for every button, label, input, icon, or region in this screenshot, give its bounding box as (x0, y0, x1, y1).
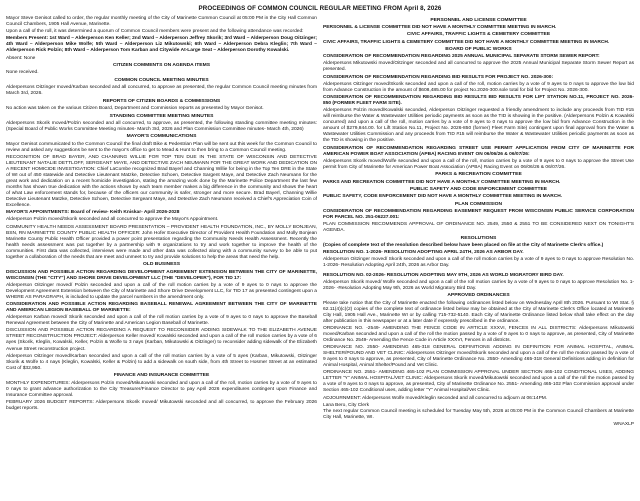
paragraph: COMMUNITY HEALTH NEEDS ASSESSMENT BOARD PRESENTATION – PROVIDENT HEALTH FOUNDATION, INC., BY MOLLY BONJEAN, BSN, RN MARINETTE COUNTY PUBLIC HEALTH OFFICER: John Hofer Executive Director of Provident Health Foundation and Molly Bonjean Marinette County Public Health Officer provided a power point presentation regarding the Community Needs Health Assessment. Recently the health needs assessment was put together by a partnership with 9 organizations to try and work together to improve the health of the communities. First data was collected, interviews were made and other data was collected along with a community survey to be able to put together a collaboration of the needs that are meet and unmeet to try and provide solutions to help the areas that need the help. (6, 224, 317, 260)
paragraph: Alderperson Skorik moved/ Wolfe seconded and upon a call of the roll motion carries by a vote of 9 ayes to 0 nays to approve Resolution No. 1-2026- -Resolution Adopting May 9th, 2026 as World Migratory Bird Day. (323, 279, 634, 291)
paragraph: ORDINANCE NO. 2550- AMENDING 465-318 GENERAL DEFINITIONS ADDING IN DEFINITION FOR ANIMAL HOSPITAL, ANIMAL SHELTER/POUND AND VET CLINIC: Alderpersons Oitzinger moved/Skorik seconded and upon a call of the roll the motion passed by a vote of 9 ayes to 0 nays to approve, as presented, City of Marinette Ordinance No. 2550- Amending 465-318 General Definitions adding in definition for Animal Hospital, Animal Shelter/Pound and Vet Clinic. (323, 345, 634, 369)
section-heading: PUBLIC SAFETY AND CODE ENFORCEMENT COMMITTEE (409, 187, 548, 193)
section-heading: REPORTS OF CITIZEN BOARDS & COMMISSIONS (102, 98, 221, 104)
section-heading: PLAN COMMISSION (454, 201, 503, 207)
section-heading: RESOLUTIONS (460, 235, 497, 241)
paragraph: PUBLIC SAFETY, CODE ENFORCEMENT DID NOT HAVE A MONTHLY COMMITTEE MEETING IN MARCH. (323, 194, 563, 200)
section-heading: CIVIC AFFAIRS, TRAFFIC LIGHTS & CEMETERY COMMITTEE (406, 32, 551, 38)
publication-code: WNAXLP (613, 422, 634, 427)
paragraph: CONSIDERATION OF RECOMMENDATION REGARDING BID RESULTS BID RESULTS FOR LIFT STATION NO.11, PROJECT NO. 2026-850 (FORMER FLEET FARM SITE). (323, 94, 634, 106)
paragraph: MAYOR'S APPOINTMENTS: Board of review- Keith Kniskar- April 2026-2028 (6, 210, 180, 216)
paragraph: Absent: None (6, 55, 36, 61)
paragraph: CONSIDERATION OF RECOMMENDATION REGARDING STREET USE PERMIT APPLICATION FROM CITY OF MARINETTE FOR AMERICAN POWER BOAT ASSOCIATION (APBA) RACING EVENT ON 06/06/26 & 06/07/26: (323, 145, 634, 157)
section-heading: OLD BUSINESS (142, 262, 181, 268)
section-heading: APPROVED ORDINANCES (447, 293, 510, 299)
paragraph: MONTHLY EXPENDITURES: Alderpersons Polzin moved/Mikutowski seconded and upon a call of the roll, motion carries by a vote of 9 ayes to 0 nays to grant advance authorization to the City Treasurer/Finance Director to pay April 2026 expenditures contingent upon Finance and Insurance Committee approval. (6, 380, 317, 398)
paragraph: Mayor Steve Genisot called to order, the regular monthly meeting of the City of Marinette Common Council at 05:00 PM in the City Hall Common Council Chambers, 1905 Hall Avenue, Marinette. (6, 16, 317, 28)
paragraph: Alderperson Polzin moved/Skorik seconded and all concurred to approve the Mayor's Appointment. (6, 217, 219, 223)
paragraph: Alderpersons Mikutowski moved/Oitzinger seconded and all concurred to approve the 2025 Annual Municipal Separate Storm Sewer Report as presented. (323, 61, 634, 73)
document-title: PROCEEDINGS OF COMMON COUNCIL REGULAR MEETING FROM April 8, 2026 (198, 5, 442, 12)
paragraph: CIVIC AFFAIRS, TRAFFIC LIGHTS & CEMETERY COMMITTEE DID NOT HAVE A MONTHLY COMMITTEE MEETING IN MARCH. (323, 39, 610, 45)
section-heading: PARKS & RECREATION COMMITTEE (435, 172, 522, 178)
paragraph: PERSONNEL & LICENSE COMMITTEE DID NOT HAVE A MONTHLY COMMITTEE MEETING IN MARCH. (323, 24, 557, 30)
paragraph: Alderpersons Skorik moved/Polzin seconded and all concurred, to approve, as presented, the following standing committee meeting minutes: (Special Board of Public Works Committee Meeting minutes- March 3rd, 2026 and Plan Commission Committee minutes- March 4th, 2026) (6, 120, 317, 132)
paragraph: Members Present: 1st Ward – Alderperson Ken Keller; 2nd Ward – Alderperson Jeffrey Skorik; 3rd Ward – Alderperson Doug Oitzinger; 4th Ward – Alderperson Mike Wolfe; 5th Ward – Alderperson Liz Mikutowski; 6th Ward – Alderperson Debra Kleglin; 7th Ward – Alderperson Rick Polzin; 8th Ward – Alderperson Tom Karban and Citywide At-Large Seat – Alderperson Dorothy Kowalski. (6, 36, 317, 54)
left-column (6, 16, 317, 429)
section-heading: CITIZEN COMMENTS ON AGENDA ITEMS (112, 63, 210, 69)
section-heading: BOARD OF PUBLIC WORKS (445, 47, 512, 53)
section-heading: MAYOR'S COMMUNICATIONS (126, 134, 197, 140)
paragraph: The next regular Common Council meeting is scheduled for Tuesday May 5th, 2026 at 05:00 PM in the Common Council Chambers at Marinette City Hall, Marinette, WI. (323, 408, 634, 420)
paragraph: No action was taken on the various Citizen Board, Department and Commission reports as presented by Mayor Genisot. (6, 105, 264, 111)
paragraph: CONSIDERATION OF RECOMMENDATION REGARDING 2025 ANNUAL MUNICIPAL SEPARATE STORM SEWER REPORT: (323, 54, 600, 60)
paragraph: RESOLUTION NO. 1-2026- RESOLUTION ADOPTING APRIL 24TH, 2026 AS ARBOR DAY. (323, 250, 524, 256)
paragraph: PLAN COMMISSION RECOMMENDS APPROVAL OF ORDINANCE NO. 2549, 2550 & 2551 TO BE CONSIDERED NEXT ON TONIGHT'S AGENDA. (323, 222, 634, 234)
paragraph: Alderpersons Skorik moved/Wolfe seconded and upon a call of the roll, motion carries by a vote of 9 ayes to 0 nays to approve the Street Use permit from City of Marinette for American Power Boat Association (APBA) Racing Event on 06/06/26 & 06/07/26. (323, 158, 634, 170)
paragraph: DISCUSSION AND POSSIBLE ACTION REGARDING DEVELOPMENT AGREEMENT EXTENSION BETWEEN THE CITY OF MARINETTE, WISCONSIN (THE "CITY") AND SHORE DRIVE DEVELOPMENT LLC (THE "DEVELOPER"), FOR TID 17: (6, 269, 317, 281)
paragraph: ADJOURNMENT: Alderpersons Wolfe moved/Kleglin seconded and all concurred to adjourn at 06:14PM. (323, 395, 548, 401)
paragraph: CONSIDERATION OF RECOMMENDATION REGARDING BID RESULTS FOR PROJECT NO. 2026-300: (323, 74, 554, 80)
paragraph: ORDINANCE NO. 2551- AMENDING 465-102 PLAN COMMISSION APPROVAL UNDER SECTION 465-102 CONDITIONAL USES, ADDING LETTER "Y" ANIMAL HOSPITAL/VET CLINIC: Alderpersons Skorik moved/Mikutowski seconded and upon a call of the roll the motion passed by a vote of 9 ayes to 0 nays to approve, as presented, City of Marinette Ordinance No. 2551- Amending 465-102 Plan Commission approval under Section 465-102 Conditional uses, adding letter "Y" Animal Hospital/Vet Clinic. (323, 370, 634, 394)
paragraph: ORDINANCE NO. -2549- AMENDING THE FENCE CODE IN ARTICLE XXXVI, FENCES IN ALL DISTRICTS: Alderpersons Mikutowski moved/Karban seconded and upon a call of the roll the motion passed by a vote of 9 ayes to 0 nays to approve, as presented, City of Marinette Ordinance No. 2549- Amending the Fence Code in Article XXXVI, Fences in all districts. (323, 325, 634, 343)
right-column (323, 16, 634, 429)
paragraph: CONSIDERATION AND POSSIBLE ACTION REGARDING BASEBALL RENEWAL AGREEMENT BETWEEN THE CITY OF MARINETTE AND AMERICAN LEGION BASEBALL OF MARINETTE: (6, 301, 317, 314)
paragraph: Mayor Genisot communicated to the Common Council the final draft Bike & Pedestrian Plan will be sent out this week for the Common Council to review and asked any suggestions be sent to the mayor's office to get to Mead & Hunt to then bring to a Common Council meeting. (6, 141, 317, 153)
paragraph: Alderperson Oitzinger moved/ Polzin seconded and upon a call of the roll motion carries by a vote of 9 ayes to 0 nays to approve the Development Agreement Extension between the City of Marinette and Shore Drive Development LLC, for TID 17 as presented contingent upon a WHERE AS PARAGRAPH, is included to update the parcel numbers in the amendment only. (6, 282, 317, 300)
section-heading: PERSONNEL AND LICENSE COMMITTEE (430, 17, 527, 23)
paragraph: Upon a call of the roll, it was determined a quorum of Common Council members were present and the following attendance was recorded: (6, 29, 304, 35)
clerk-signature: Lana Bero, City Clerk (323, 402, 370, 408)
paragraph: Alderpersons Polzin moved/Kowalski seconded, Alderperson Oitzinger requested a friendly amendment to include any proceeds from TID #15 will reimburse the Water & Wastewater Utilities periodic payments as soon as the TID is showing in the positive. (Alderpersons Polzin & Kowalski concurred) and upon a call of the roll, motion carries by a vote of 9 ayes to 0 nays to approve the low bid from Advance Construction in the amount of $279,844.00. for Lift Station No.11, Project No. 2026-850 (former) Fleet Farm Site) contingent upon final approval from the Water & Wastewater Utilities Commission and any proceeds from TID #15 will reimburse the Water & Wastewater Utilities periodic payments as soon as the TID is showing in the positive. (323, 108, 634, 144)
paragraph: Alderperson Oitzinger moved/Karban seconded and upon a call of the roll motion carries by a vote of 5 ayes (Karban, Mikutowski, Oitzinger Skorik & Wolfe to 4 nays (Kleglin, Kowalski, Keller & Polzin) to add a sidewalk on south side, from 4th Street to Hosmer Street at an estimated Cost of $32,950. (6, 353, 317, 371)
paragraph: Alderperson Karban moved/ Skorik seconded and upon a call of the roll motion carries by a vote of 9 ayes to 0 nays to approve the Baseball Renewal Agreement between the City of Marinette and American Legion Baseball of Marinette. (6, 315, 317, 327)
paragraph: Alderperson Oitzinger moved/ Skorik seconded and upon a call of the roll motion carries by a vote of 9 ayes to 0 nays to approve Resolution No. 1-2026- Resolution Adopting April 24th, 2026 as Arbor Day. (323, 257, 634, 269)
paragraph: Alderpersons Oitzinger moved/Karban seconded and all concurred, to approve as presented, the regular Common Council meeting minutes from March 3rd, 2026. (6, 85, 317, 97)
paragraph: FEBRUARY 2026 BUDGET REPORTS: Alderpersons Skorik moved/ Mikutowski seconded and all concurred, to approve the February 2026 budget reports. (6, 399, 317, 411)
section-heading: FINANCE AND INSURANCE COMMITTEE (113, 373, 210, 379)
paragraph: CONSIDERATION OF RECOMMENDATION REGARDING EASEMENT REQUEST FROM WISCONSIN PUBLIC SERVICE CORPORATION FOR PARCEL NO. 251-06227.001: (323, 209, 634, 221)
paragraph: PARKS AND RECREATION COMMITTEE DID NOT HAVE A MONTHLY COMMITTEE MEETING IN MARCH. (323, 179, 561, 185)
paragraph: (Copies of complete text of the resolution described below have been placed on file at the City of Marinette Clerk's office.) (323, 243, 604, 249)
section-heading: STANDING COMMITTEE MEETING MINUTES (109, 113, 214, 119)
paragraph: RESOLUTION NO. 02-2026- RESOLUTION ADOPTING MAY 9TH, 2026 AS WORLD MIGRATORY BIRD DAY. (323, 272, 564, 278)
paragraph: Please take notice that the City of Marinette enacted the following ordinances listed below on Wednesday April 8th 2026. Pursuant to WI Stat. § 62.11(4)(c)(2) copies of the complete text of ordinance listed below may be obtained at the City of Marinette Clerk's Office located at Marinette City Hall, 1905 Hall Ave., Marinette WI or by calling 715-732-5140. Each City of Marinette Ordinance listed below shall take effect on the day after publication in this newspaper or at a later date if expressly prescribed in the ordinance. (323, 300, 634, 324)
section-heading: COMMON COUNCIL MEETING MINUTES (114, 77, 209, 83)
paragraph: None received. (6, 70, 39, 76)
paragraph: Alderpersons Oitzinger moved/Skorik seconded and upon a call of the roll, motion carries by a vote of 9 ayes to 0 nays to approve the low bid from Advance Construction in the amount of $608,485.00 for project No.2026-300.sole total for bid for Project No. 2026-300. (323, 81, 634, 93)
paragraph: RECOGNITION OF BRAD BAYER, AND CHANNING WILLIE FOR TOP TEN DUE IN THE STATE OF WISCONSIN AND DETECTIVE LIEUTENANT NATALIE DETTLOFF, SERGEANT MAYE, AND DETECTIVE ZACH NEUMANN FOR THE GREAT WORK AND DEDICATION ON A RECENT HOMICIDE INVESTIGATION: Chief LaCombe recognized Brad Bayerl and Channing Willie for being in the Top Ten DRE in the State of WI out of 450 statewide and Detective Lieutenant Matzke, Detective Schoen, Detective Sargent Maye, and Detective Zach Neumann for the great work and dedication on a recent homicide investigation, stating the amazing work done by the Marinette Police Department the last few months has shown true dedication with the actions shown by each team member makes a big difference in the community and shows the heart of what Law enforcement stands for, because of the officers our community is safer, stronger and more secure. Brad Bayerl, Channing Willie Detective Lieutenant Matzke, Detective Schoen, Detective Sergeant Maye, and Detective Zach Neumann received a Chief's Appreciation Coin of Excellence. (6, 154, 317, 209)
paragraph: DISCUSSION AND POSSIBLE ACTION REGARDING A REQUEST TO RECONSIDER ADDING SIDEWALK TO THE ELIZABETH AVENUE STREET RECONSTRUCTION PROJECT: Alderperson Keller moved/ Kowalski seconded and upon a call of the roll motion carries by a vote of 6 ayes (Skorik, Kleglin, Kowalski, Keller, Polzin & Wolfe to 3 nays (Karban, Mikutowski & Oitzinger) to reconsider adding sidewalk of the Elizabeth Avenue Street reconstruction project. (6, 328, 317, 352)
